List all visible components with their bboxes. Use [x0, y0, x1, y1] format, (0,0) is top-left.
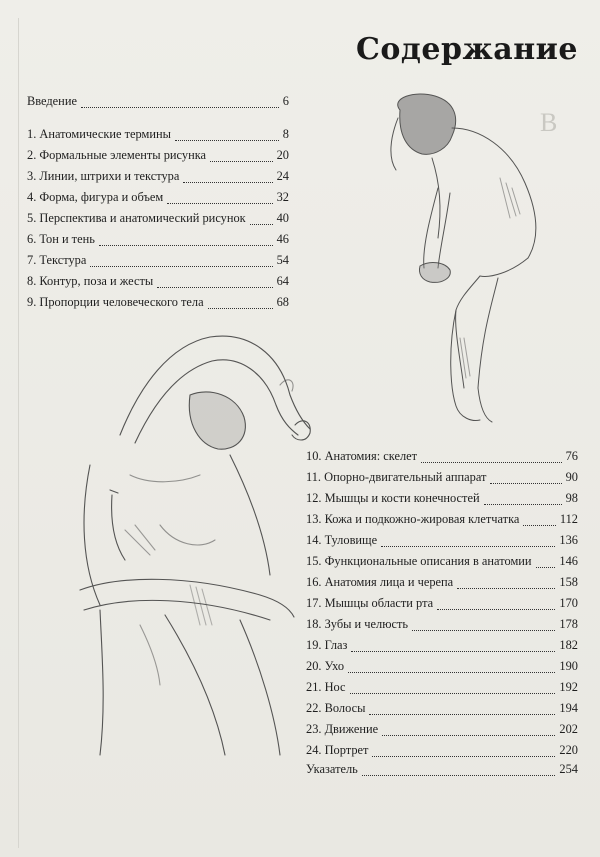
- toc-entry[interactable]: [306, 614, 578, 635]
- toc-entry-page: 76: [565, 449, 578, 463]
- toc-entry[interactable]: [306, 698, 578, 719]
- toc-entry-page: 46: [276, 232, 289, 246]
- toc-entry[interactable]: [306, 572, 578, 593]
- standing-figure-sketch: [360, 88, 560, 438]
- toc-leader-dots: [250, 223, 273, 225]
- toc-entry-label: 6. Тон и тень: [27, 232, 95, 246]
- toc-leader-dots: [421, 461, 562, 463]
- toc-leader-dots: [348, 671, 555, 673]
- toc-entry-label: 8. Контур, поза и жесты: [27, 274, 154, 288]
- toc-entry-label: Указатель: [306, 762, 358, 776]
- toc-leader-dots: [350, 692, 556, 694]
- toc-entry-page: 98: [565, 491, 578, 505]
- toc-entry[interactable]: [306, 509, 578, 530]
- toc-leader-dots: [382, 734, 555, 736]
- toc-entry-label: 21. Нос: [306, 680, 346, 694]
- toc-leader-dots: [381, 545, 555, 547]
- toc-entry-page: 90: [565, 470, 578, 484]
- toc-part-1: [27, 91, 289, 313]
- toc-leader-dots: [490, 482, 561, 484]
- toc-entry-page: 146: [559, 554, 578, 568]
- toc-entry-page: 54: [276, 253, 289, 267]
- toc-entry[interactable]: [306, 635, 578, 656]
- toc-index-section: [306, 759, 578, 780]
- toc-entry-page: 64: [276, 274, 289, 288]
- toc-entry-label: 5. Перспектива и анатомический рисунок: [27, 211, 246, 225]
- toc-entry[interactable]: [306, 551, 578, 572]
- toc-entry-label: 17. Мышцы области рта: [306, 596, 434, 610]
- toc-entry[interactable]: [306, 740, 578, 761]
- toc-leader-dots: [369, 713, 555, 715]
- toc-entry[interactable]: [27, 271, 289, 292]
- toc-entry-label: 18. Зубы и челюсть: [306, 617, 409, 631]
- toc-entry-label: Введение: [27, 94, 77, 108]
- toc-entry[interactable]: [27, 229, 289, 250]
- toc-entry-label: 16. Анатомия лица и черепа: [306, 575, 454, 589]
- toc-leader-dots: [457, 587, 555, 589]
- toc-entry-page: 178: [559, 617, 578, 631]
- toc-leader-dots: [437, 608, 555, 610]
- toc-leader-dots: [362, 774, 556, 776]
- toc-leader-dots: [99, 244, 273, 246]
- toc-entry-page: 40: [276, 211, 289, 225]
- toc-entry-page: 170: [559, 596, 578, 610]
- toc-leader-dots: [210, 160, 273, 162]
- toc-entry[interactable]: [306, 593, 578, 614]
- toc-leader-dots: [412, 629, 555, 631]
- toc-entry-page: 112: [559, 512, 578, 526]
- toc-entry-label: 12. Мышцы и кости конечностей: [306, 491, 480, 505]
- toc-entry-label: 22. Волосы: [306, 701, 366, 715]
- page-title: Содержание: [356, 32, 578, 67]
- toc-entry[interactable]: [306, 446, 578, 467]
- toc-entry-page: 32: [276, 190, 289, 204]
- toc-leader-dots: [183, 181, 272, 183]
- toc-entry-label: 23. Движение: [306, 722, 379, 736]
- toc-entry[interactable]: [306, 467, 578, 488]
- toc-entry-label: 13. Кожа и подкожно-жировая клетчатка: [306, 512, 520, 526]
- toc-leader-dots: [208, 307, 273, 309]
- toc-entry-label: 19. Глаз: [306, 638, 348, 652]
- toc-entry-label: 3. Линии, штрихи и текстура: [27, 169, 180, 183]
- toc-entry-page: 254: [559, 762, 578, 776]
- toc-entry-page: 182: [559, 638, 578, 652]
- toc-leader-dots: [157, 286, 272, 288]
- toc-entry-page: 202: [559, 722, 578, 736]
- toc-entry-page: 192: [559, 680, 578, 694]
- toc-entry-page: 68: [276, 295, 289, 309]
- toc-leader-dots: [536, 566, 556, 568]
- toc-leader-dots: [167, 202, 272, 204]
- toc-leader-dots: [523, 524, 555, 526]
- toc-entry[interactable]: [27, 124, 289, 145]
- bleed-through-letter: В: [540, 108, 558, 137]
- toc-entry[interactable]: [306, 719, 578, 740]
- toc-entry[interactable]: [306, 677, 578, 698]
- toc-entry[interactable]: [27, 91, 289, 112]
- toc-entry[interactable]: [306, 656, 578, 677]
- toc-entry-page: 190: [559, 659, 578, 673]
- toc-entry[interactable]: [306, 488, 578, 509]
- toc-leader-dots: [81, 106, 279, 108]
- toc-entry-label: 2. Формальные элементы рисунка: [27, 148, 207, 162]
- toc-leader-dots: [175, 139, 279, 141]
- toc-entry[interactable]: [27, 187, 289, 208]
- toc-entry-index[interactable]: [306, 759, 578, 780]
- toc-entry-label: 10. Анатомия: скелет: [306, 449, 418, 463]
- toc-entry-label: 20. Ухо: [306, 659, 345, 673]
- toc-entry-label: 15. Функциональные описания в анатомии: [306, 554, 532, 568]
- toc-leader-dots: [90, 265, 272, 267]
- toc-entry-label: 7. Текстура: [27, 253, 87, 267]
- toc-leader-dots: [351, 650, 555, 652]
- toc-entry-page: 24: [276, 169, 289, 183]
- toc-entry[interactable]: [27, 145, 289, 166]
- toc-entry[interactable]: [27, 292, 289, 313]
- page-edge-shadow: [18, 18, 19, 848]
- toc-entry-page: 220: [559, 743, 578, 757]
- toc-entry-page: 194: [559, 701, 578, 715]
- toc-entry-page: 20: [276, 148, 289, 162]
- toc-entry[interactable]: [27, 208, 289, 229]
- torso-figure-sketch: [40, 325, 330, 770]
- toc-entry-label: 24. Портрет: [306, 743, 369, 757]
- toc-leader-dots: [484, 503, 562, 505]
- toc-entry-label: 14. Туловище: [306, 533, 378, 547]
- toc-entry[interactable]: [306, 530, 578, 551]
- toc-entry-label: 11. Опорно-двигательный аппарат: [306, 470, 487, 484]
- toc-entry[interactable]: [27, 250, 289, 271]
- toc-entry-label: 9. Пропорции человеческого тела: [27, 295, 204, 309]
- toc-entry-page: 136: [559, 533, 578, 547]
- toc-entry-page: 8: [282, 127, 289, 141]
- toc-entry-page: 6: [282, 94, 289, 108]
- toc-entry-label: 1. Анатомические термины: [27, 127, 171, 141]
- toc-leader-dots: [372, 755, 555, 757]
- toc-part-2: [306, 446, 578, 761]
- toc-entry[interactable]: [27, 166, 289, 187]
- toc-entry-label: 4. Форма, фигура и объем: [27, 190, 164, 204]
- toc-entry-page: 158: [559, 575, 578, 589]
